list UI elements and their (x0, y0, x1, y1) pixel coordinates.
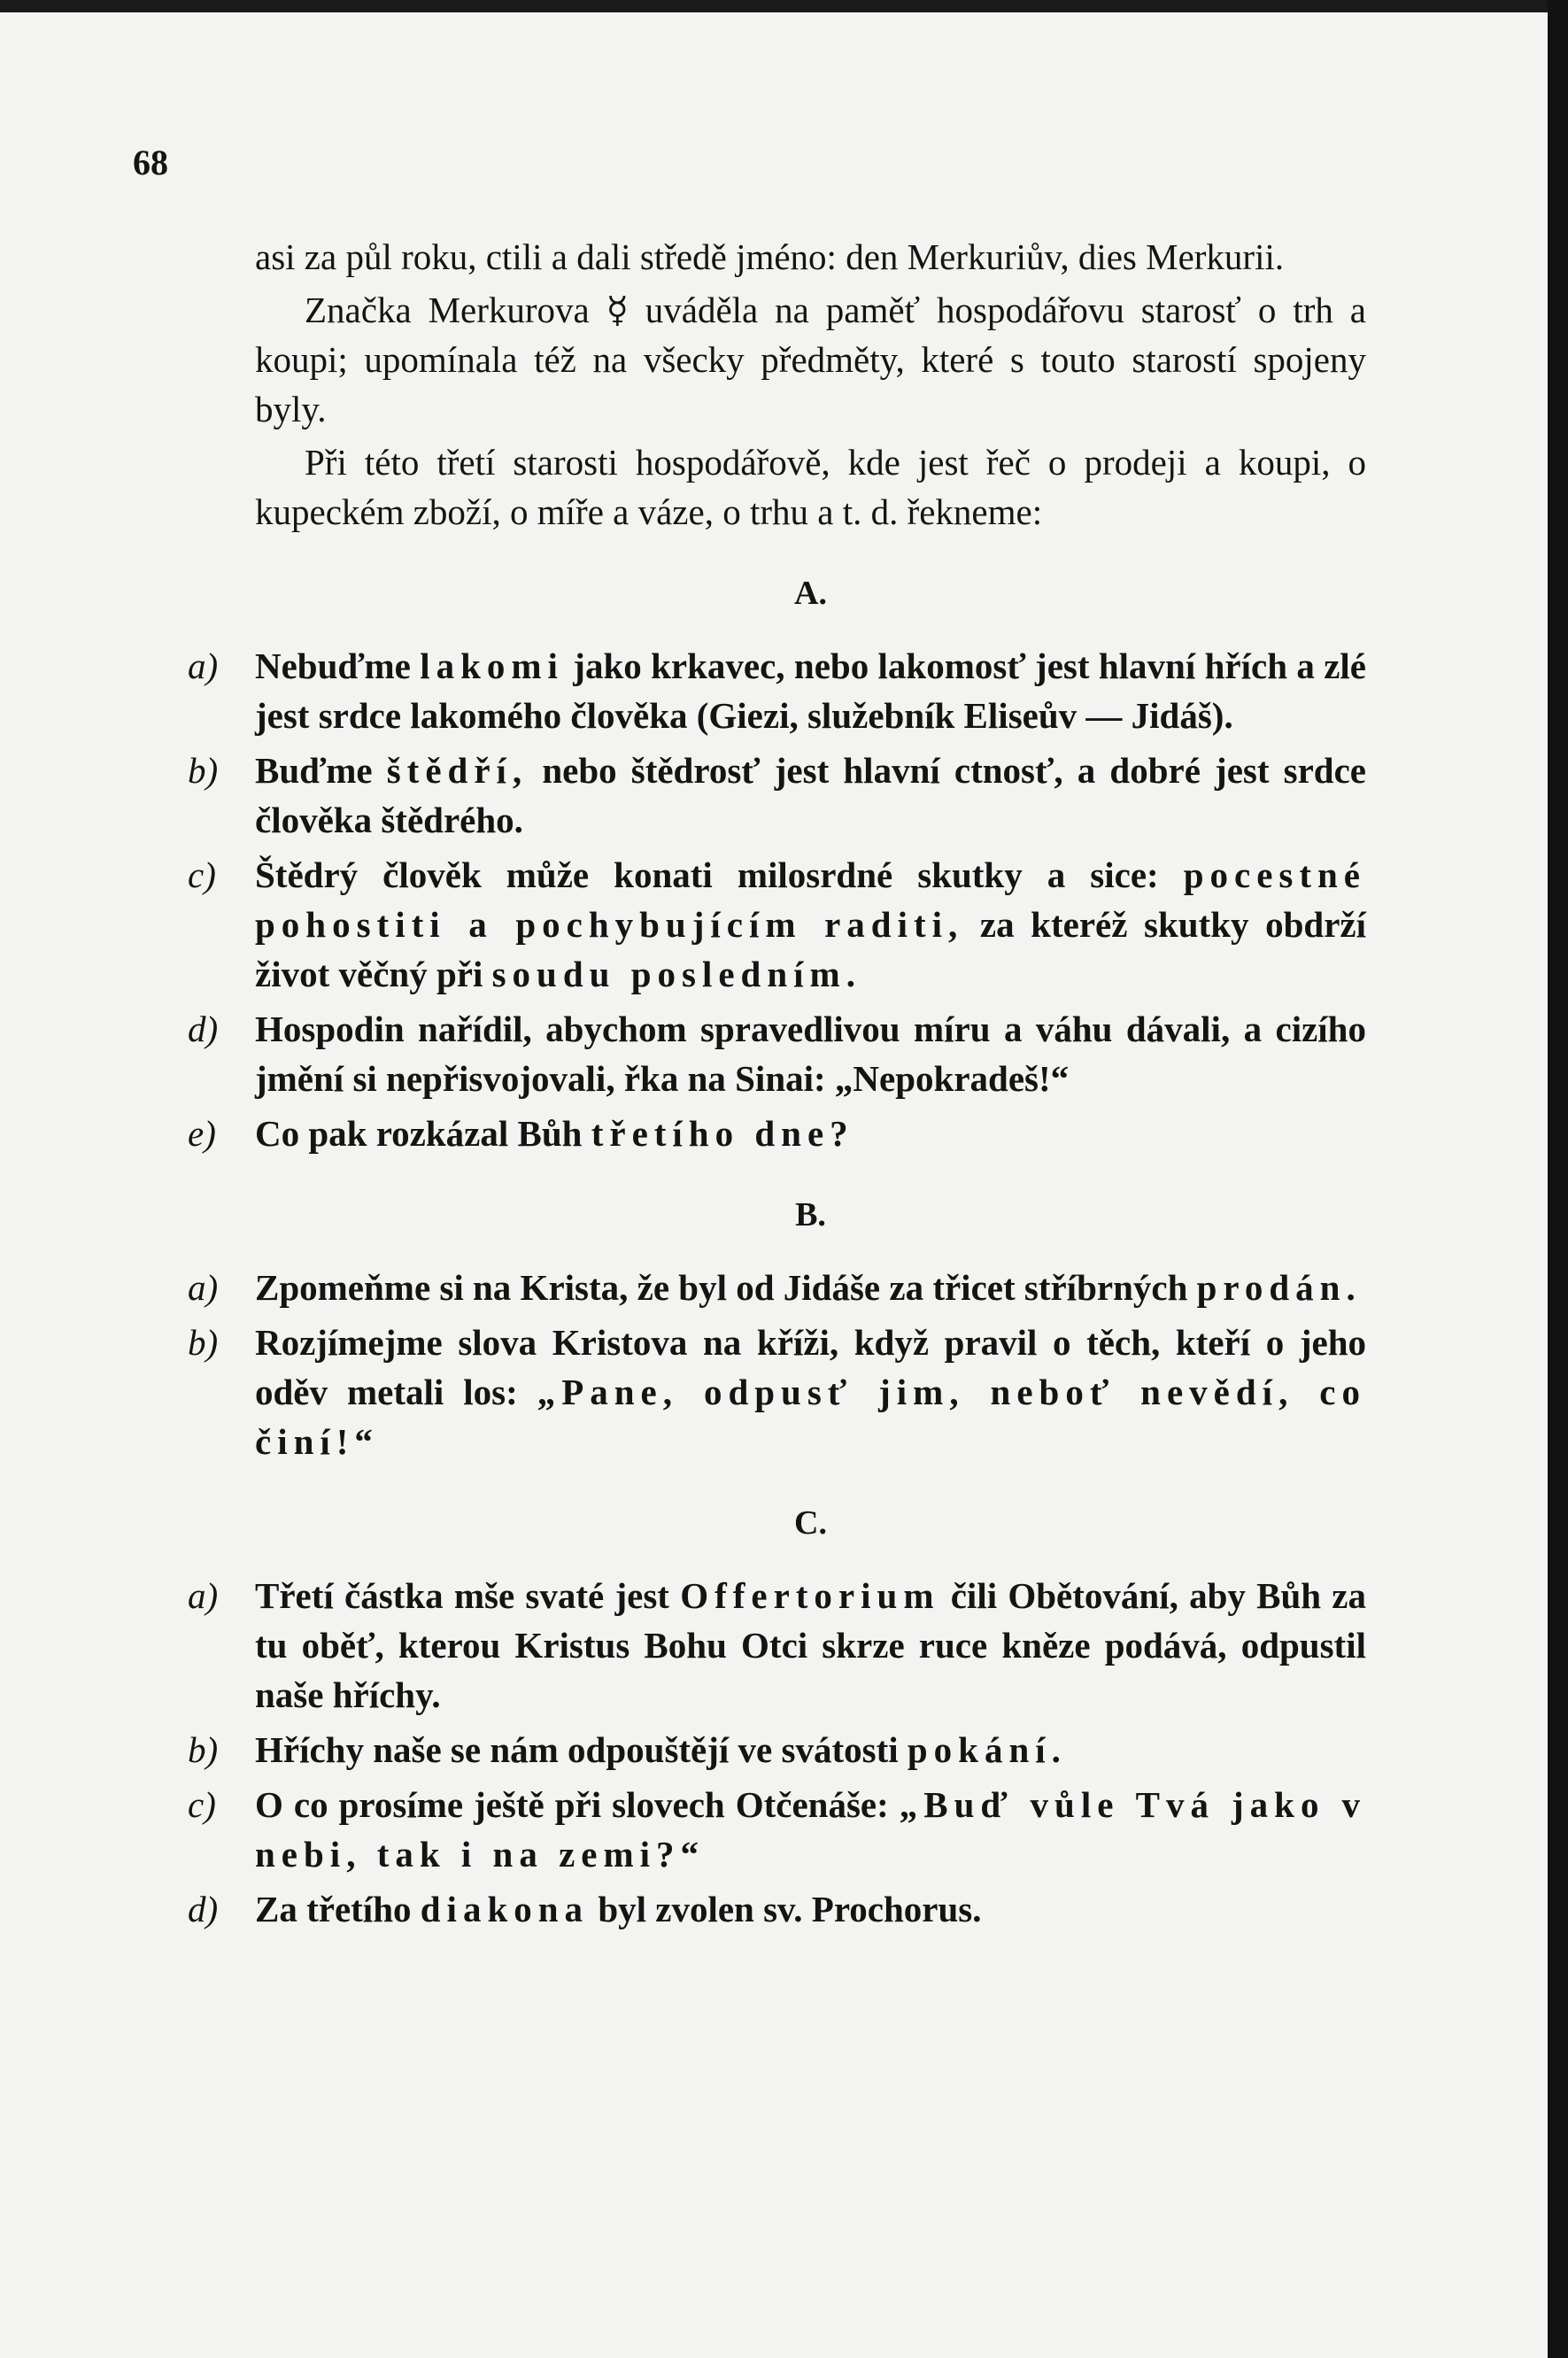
item-text: byl zvolen sv. Prochorus. (589, 1889, 982, 1929)
scan-edge (1548, 0, 1568, 2358)
section-c-item-a (188, 1571, 1367, 1720)
section-c-item-c (188, 1780, 1366, 1879)
page-number: 68 (133, 143, 168, 182)
intro-paragraph-1: asi za půl roku, ctili a dali středě jméno: den Merkuriův, dies Merkurii. (255, 236, 1285, 277)
item-emphasis: diakona (420, 1889, 590, 1929)
item-marker: c) (188, 1784, 216, 1825)
item-emphasis: Offertorium (680, 1575, 940, 1616)
item-text: Třetí částka mše svaté jest (255, 1575, 681, 1616)
item-text: Nebuďme (255, 646, 421, 686)
item-text: Štědrý člověk může konati milosrdné skutky a sice: (255, 854, 1184, 895)
item-emphasis: prodán. (1196, 1267, 1362, 1308)
item-emphasis: soudu posledním. (491, 954, 861, 994)
item-text: za kteréž skutky obdrží život věčný při (255, 904, 1366, 994)
item-marker: b) (188, 750, 219, 791)
item-text: čili Obětování, aby Bůh za tu oběť, kterou Kristus Bohu Otci skrze ruce kněze podává, odpustil naše hříchy. (255, 1575, 1367, 1715)
section-b-item-b (188, 1318, 1366, 1466)
section-c-heading: C. (794, 1504, 827, 1542)
item-text: Buďme (255, 750, 387, 791)
section-a-item-b (188, 746, 1366, 845)
item-marker: a) (188, 1267, 219, 1308)
section-a-item-c (188, 850, 1366, 999)
item-marker: d) (188, 1889, 219, 1929)
section-c-item-b (188, 1725, 1366, 1774)
section-b-item-a (188, 1263, 1366, 1312)
item-emphasis: štědří, (386, 750, 529, 791)
item-text: O co prosíme ještě při slovech Otčenáše: (255, 1784, 900, 1825)
page-body (188, 232, 1367, 1939)
item-marker: d) (188, 1009, 219, 1049)
item-emphasis: pokání. (907, 1729, 1067, 1770)
item-emphasis: lakomi (420, 646, 564, 686)
item-text: Hospodin nařídil, abychom spravedlivou míru a váhu dávali, a cizího jmění si nepřisvojovali, řka na Sinai: „Nepokradeš!“ (255, 1009, 1366, 1099)
item-emphasis: „Pane, odpusť jim, neboť nevědí, co činí!“ (255, 1372, 1366, 1462)
section-a-item-e (188, 1109, 1366, 1158)
item-emphasis: „Buď vůle Tvá jako v nebi, tak i na zemi?“ (255, 1784, 1366, 1875)
item-text: Co pak rozkázal Bůh (255, 1113, 591, 1154)
item-marker: e) (188, 1113, 216, 1154)
section-c-item-d (188, 1884, 1366, 1934)
item-marker: b) (188, 1322, 219, 1363)
item-text: nebo štědrosť jest hlavní ctnosť, a dobré jest srdce člověka štědrého. (255, 750, 1366, 840)
item-marker: c) (188, 854, 216, 895)
intro-paragraph-2: Značka Merkurova ☿ uváděla na paměť hospodářovu starosť o trh a koupi; upomínala též na všecky předměty, které s touto starostí spojeny byly. (255, 290, 1366, 429)
item-emphasis: třetího dne? (591, 1113, 854, 1154)
item-text: Zpomeňme si na Krista, že byl od Jidáše za třicet stříbrných (255, 1267, 1197, 1308)
item-marker: a) (188, 646, 219, 686)
section-a-heading: A. (794, 575, 827, 612)
item-marker: b) (188, 1729, 219, 1770)
item-emphasis: pocestné pohostiti a pochybujícím raditi, (255, 854, 1366, 945)
intro-paragraph-3: Při této třetí starosti hospodářově, kde jest řeč o prodeji a koupi, o kupeckém zboží, o míře a váze, o trhu a t. d. řekneme: (255, 442, 1366, 532)
item-text: jako krkavec, nebo lakomosť jest hlavní hřích a zlé jest srdce lakomého člověka (Giezi, služebník Eliseův — Jidáš). (255, 646, 1366, 736)
section-a-item-a (188, 641, 1366, 740)
item-marker: a) (188, 1575, 219, 1616)
item-text: Rozjímejme slova Kristova na kříži, když pravil o těch, kteří o jeho oděv metali los: (255, 1322, 1366, 1412)
item-text: Za třetího (255, 1889, 421, 1929)
section-b-heading: B. (795, 1196, 826, 1233)
item-text: Hříchy naše se nám odpouštějí ve svátosti (255, 1729, 908, 1770)
book-page (0, 12, 1548, 2358)
section-a-item-d (188, 1004, 1366, 1103)
